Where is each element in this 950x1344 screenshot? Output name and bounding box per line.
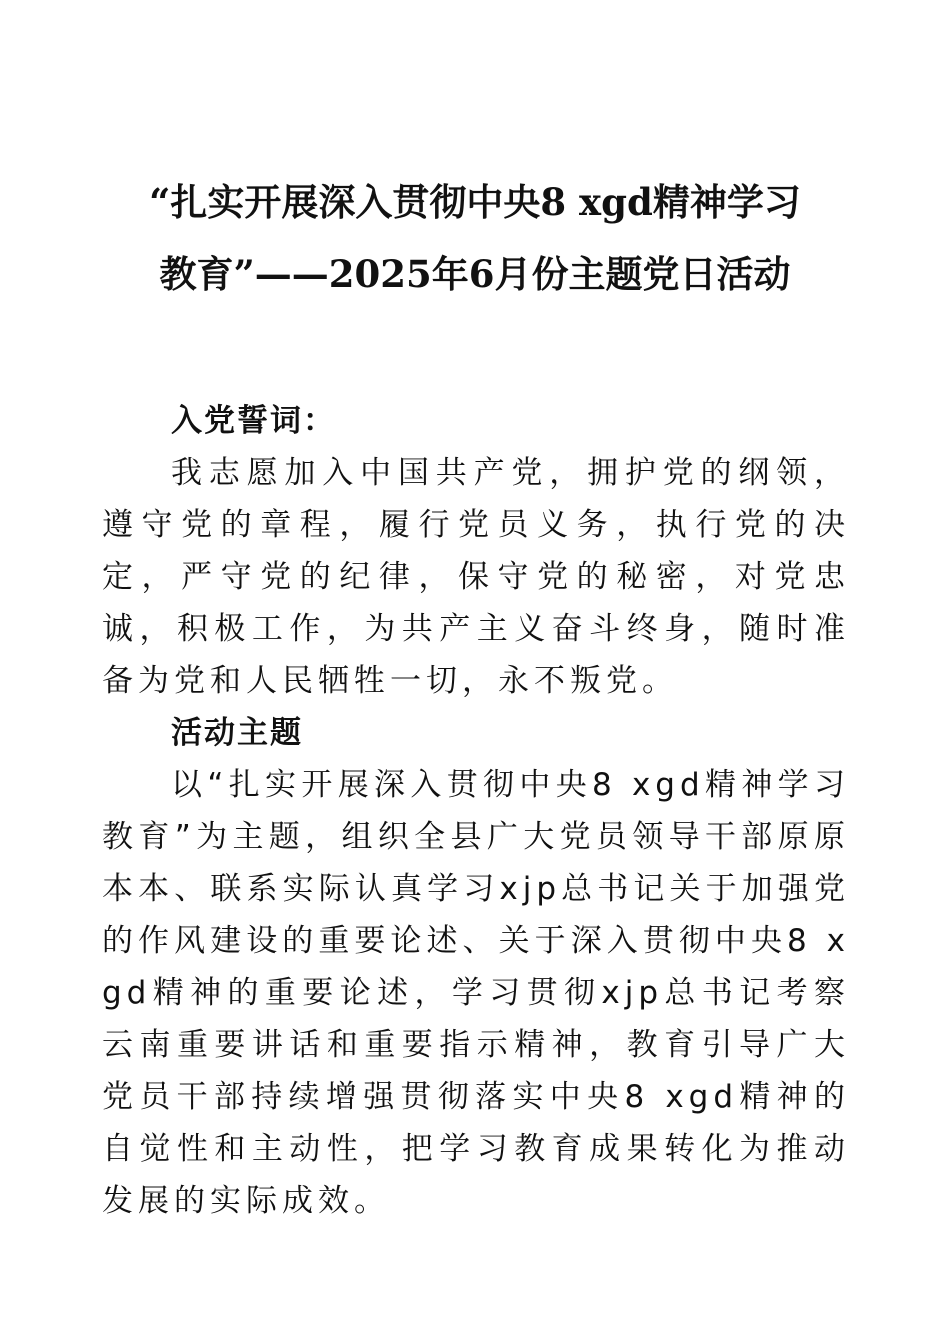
section-paragraph-oath: 我志愿加入中国共产党，拥护党的纲领，遵守党的章程，履行党员义务，执行党的决定，严守党的纪律，保守党的秘密，对党忠诚，积极工作，为共产主义奋斗终身，随时准备为党和人民牺牲一切，永不叛党。 bbox=[102, 455, 850, 699]
document-body bbox=[102, 395, 850, 1227]
title-line-2: 教育”——2025年6月份主题党日活动 bbox=[159, 252, 791, 296]
title-line-1: “扎实开展深入贯彻中央8 xgd精神学习 bbox=[149, 180, 801, 224]
document-title bbox=[80, 166, 870, 310]
section-heading-theme: 活动主题 bbox=[171, 715, 303, 751]
section-paragraph-theme: 以“扎实开展深入贯彻中央8 xgd精神学习教育”为主题，组织全县广大党员领导干部原原本本、联系实际认真学习xjp总书记关于加强党的作风建设的重要论述、关于深入贯彻中央8 xgd精神的重要论述，学习贯彻xjp总书记考察云南重要讲话和重要指示精神，教育引导广大党员干部持续增强贯彻落实中央8 xgd精神的自觉性和主动性，把学习教育成果转化为推动发展的实际成效。 bbox=[102, 767, 850, 1219]
section-heading-oath: 入党誓词： bbox=[171, 403, 336, 439]
